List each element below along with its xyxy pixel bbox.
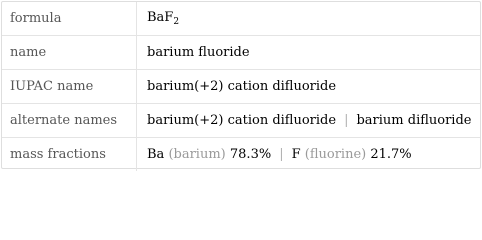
table-row-formula bbox=[2, 2, 480, 36]
row-label-iupac-name: IUPAC name bbox=[2, 70, 137, 104]
fraction-symbol-ba: Ba bbox=[147, 147, 165, 162]
table-row-name bbox=[2, 36, 480, 70]
properties-table bbox=[2, 2, 480, 171]
table-row-alternate-names bbox=[2, 104, 480, 138]
fraction-percent-f: 21.7% bbox=[370, 147, 412, 162]
row-label-name: name bbox=[2, 36, 137, 70]
row-label-alternate-names: alternate names bbox=[2, 104, 137, 138]
table-row-iupac-name bbox=[2, 70, 480, 104]
alternate-names-value bbox=[137, 104, 481, 138]
separator: | bbox=[279, 147, 284, 162]
name-value: barium fluoride bbox=[137, 36, 481, 70]
fraction-percent-ba: 78.3% bbox=[229, 147, 272, 162]
table-row-mass-fractions bbox=[2, 138, 480, 172]
formula-main: BaF bbox=[147, 10, 174, 25]
mass-fractions-value bbox=[137, 138, 481, 172]
formula-subscript: 2 bbox=[173, 17, 180, 27]
formula-value bbox=[137, 2, 481, 36]
row-label-mass-fractions: mass fractions bbox=[2, 138, 137, 172]
fraction-symbol-f: F bbox=[291, 147, 301, 162]
alternate-name-1: barium(+2) cation difluoride bbox=[147, 113, 337, 128]
fraction-element-barium: (barium) bbox=[168, 147, 226, 162]
alternate-name-2: barium difluoride bbox=[356, 113, 472, 128]
fraction-element-fluorine: (fluorine) bbox=[304, 147, 367, 162]
iupac-name-value: barium(+2) cation difluoride bbox=[137, 70, 481, 104]
row-label-formula: formula bbox=[2, 2, 137, 36]
separator: | bbox=[344, 113, 349, 128]
properties-table-container bbox=[1, 1, 481, 169]
